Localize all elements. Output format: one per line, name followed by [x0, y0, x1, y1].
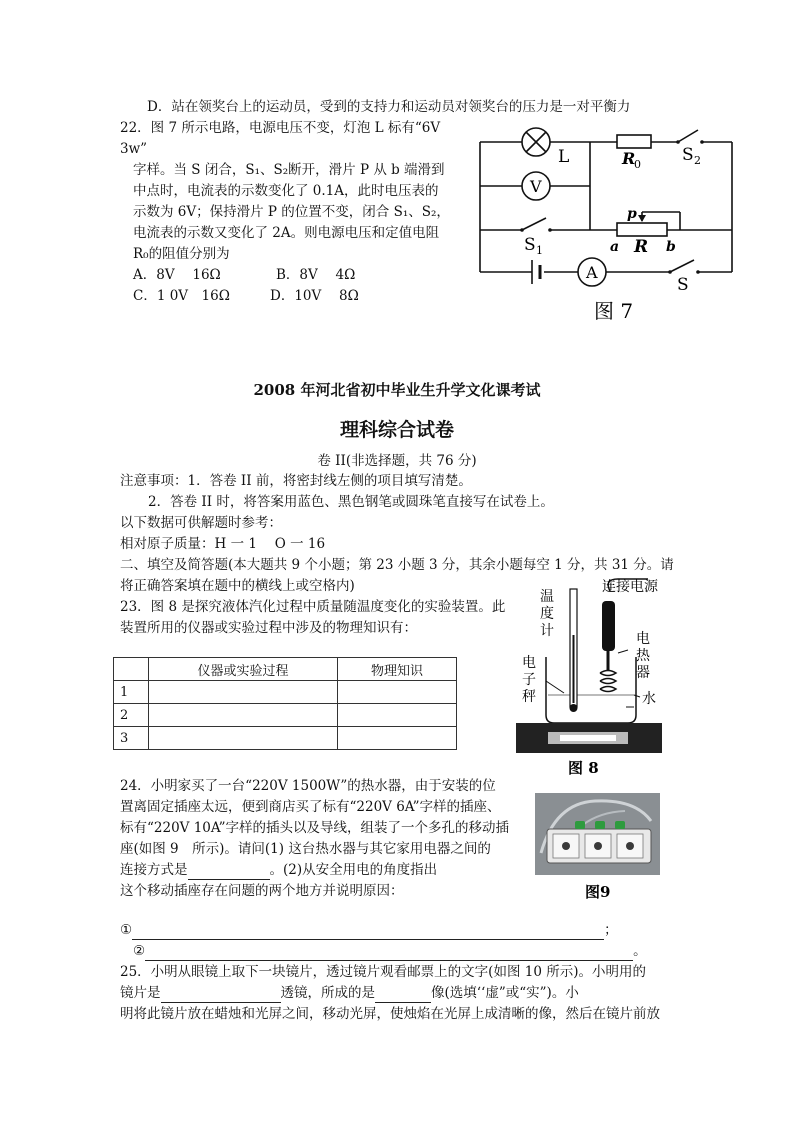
- fig8-scale-label-1: 电: [522, 655, 536, 671]
- q24-line-4: 座(如图 9 所示)。请问(1) 这台热水器与其它家用电器之间的: [120, 841, 491, 857]
- table-cell-instrument[interactable]: [149, 727, 338, 750]
- image-type-blank[interactable]: [375, 987, 431, 1003]
- fig7-label-s1: S: [524, 235, 536, 255]
- table-row: [114, 727, 457, 750]
- q25-line-2: [120, 983, 579, 1003]
- answer-2-marker: ②: [133, 943, 146, 959]
- table-cell-instrument[interactable]: [149, 681, 338, 704]
- figure-8-apparatus: [508, 575, 683, 780]
- table-row: [114, 681, 457, 704]
- fig8-heater-label-1: 电: [636, 631, 650, 647]
- q24-line-1: 24．小明家买了一台“220V 1500W”的热水器，由于安装的位: [120, 778, 496, 794]
- connection-method-blank[interactable]: [188, 864, 270, 880]
- fig7-label-p: p: [627, 206, 637, 222]
- lens-type-blank[interactable]: [161, 987, 281, 1003]
- table-row-index: 2: [114, 704, 149, 727]
- atomic-mass: 相对原子质量：H 一 1 O 一 16: [120, 536, 326, 552]
- fig8-thermometer-label-3: 计: [540, 623, 554, 639]
- note-2: 2．答卷 II 时，将答案用蓝色、黑色钢笔或圆珠笔直接写在试卷上。: [148, 494, 554, 510]
- fig7-label-s2-sub: 2: [694, 154, 701, 167]
- q24-answer-2: [133, 941, 647, 961]
- table-cell-instrument[interactable]: [149, 704, 338, 727]
- section-heading-1: 二、填空及简答题(本大题共 9 个小题；第 23 小题 3 分，其余小题每空 1 分，共 31 分。请: [120, 557, 674, 573]
- table-cell-knowledge[interactable]: [338, 681, 457, 704]
- note-1: 注意事项：1．答卷 II 前，将密封线左侧的项目填写清楚。: [120, 473, 472, 489]
- table-row-index: 1: [114, 681, 149, 704]
- fig8-thermometer-label-2: 度: [540, 606, 554, 622]
- fig7-label-s1-sub: 1: [536, 244, 543, 257]
- fig8-scale-label-2: 子: [522, 672, 536, 688]
- exam-title: 2008 年河北省初中毕业生升学文化课考试: [253, 381, 541, 399]
- q22-option-b: B．8V 4Ω: [276, 267, 356, 283]
- q24-line-6: 这个移动插座存在问题的两个地方并说明原因：: [120, 883, 404, 899]
- q24-line-5-start: 连接方式是: [120, 862, 188, 878]
- q21-option-d: D．站在领奖台上的运动员，受到的支持力和运动员对领奖台的压力是一对平衡力: [147, 99, 631, 115]
- table-header-index: [114, 658, 149, 681]
- q24-answer-1: [120, 920, 618, 940]
- fig7-label-r0-sub: 0: [634, 158, 641, 171]
- q25-line-2-middle: 透镜，所成的是: [280, 985, 375, 1001]
- table-cell-knowledge[interactable]: [338, 704, 457, 727]
- answer-1-marker: ①: [120, 922, 133, 938]
- answer-2-blank[interactable]: [145, 945, 633, 961]
- fig7-label-r0: R: [622, 149, 636, 168]
- reference-data: 以下数据可供解题时参考：: [120, 515, 282, 531]
- figure-9-power-strip: [535, 793, 660, 908]
- fig7-label-l: L: [558, 147, 570, 167]
- q23-line-2: 装置所用的仪器或实验过程中涉及的物理知识有：: [120, 620, 417, 636]
- q22-option-c: C．1 0V 16Ω: [133, 288, 230, 304]
- q22-line-6: 电流表的示数又变化了 2A。则电源电压和定值电阻: [133, 225, 440, 241]
- fig7-label-ammeter: A: [586, 263, 598, 282]
- fig8-scale-label-3: 秤: [522, 689, 536, 705]
- answer-2-end: 。: [633, 943, 647, 959]
- q22-line-1: 22．图 7 所示电路，电源电压不变，灯泡 L 标有“6V: [120, 120, 441, 136]
- fig8-caption: 图 8: [568, 759, 599, 777]
- q22-option-a: A．8V 16Ω: [133, 267, 221, 283]
- fig8-power-label: 连接电源: [602, 579, 658, 595]
- fig8-thermometer-label-1: 温: [540, 589, 554, 605]
- fig7-label-voltmeter: V: [530, 177, 542, 196]
- table-header-row: [114, 658, 457, 681]
- q24-line-5: [120, 860, 437, 880]
- fig8-heater-label-3: 器: [636, 665, 650, 681]
- q24-line-3: 标有“220V 10A”字样的插头以及导线，组装了一个多孔的移动插: [120, 820, 510, 836]
- q22-line-7: R₀的阻值分别为: [133, 246, 230, 262]
- fig7-label-r: R: [634, 237, 649, 257]
- fig7-label-b: b: [666, 239, 676, 255]
- fig7-label-s: S: [677, 275, 689, 295]
- answer-1-blank[interactable]: [132, 924, 604, 940]
- q25-line-2-start: 镜片是: [120, 985, 161, 1001]
- q22-line-4: 中点时，电流表的示数变化了 0.1A，此时电压表的: [133, 183, 439, 199]
- fig9-caption: 图9: [585, 883, 611, 901]
- q24-line-2: 置离固定插座太远，便到商店买了标有“220V 6A”字样的插座、: [120, 799, 501, 815]
- q22-line-3: 字样。当 S 闭合，S₁、S₂断开，滑片 P 从 b 端滑到: [133, 162, 445, 178]
- fig7-label-a: a: [610, 239, 620, 255]
- table-row-index: 3: [114, 727, 149, 750]
- fig8-water-label: 水: [642, 691, 656, 707]
- figure-7-circuit: [470, 118, 760, 328]
- section-heading-2: 将正确答案填在题中的横线上或空格内): [120, 578, 355, 594]
- q24-line-5-end: 。(2)从安全用电的角度指出: [269, 862, 438, 878]
- fig7-label-s2: S: [682, 145, 694, 165]
- exam-part: 卷 II(非选择题，共 76 分): [317, 453, 477, 469]
- table-cell-knowledge[interactable]: [338, 727, 457, 750]
- q25-line-2-end: 像(选填‘‘虚”或“实”)。小: [431, 985, 579, 1001]
- q25-line-3: 明将此镜片放在蜡烛和光屏之间，移动光屏，使烛焰在光屏上成清晰的像，然后在镜片前放: [120, 1006, 660, 1022]
- q22-option-d: D．10V 8Ω: [270, 288, 359, 304]
- fig8-heater-label-2: 热: [636, 648, 650, 664]
- table-header-knowledge: 物理知识: [338, 658, 457, 681]
- fig7-caption: 图 7: [594, 299, 634, 323]
- table-row: [114, 704, 457, 727]
- q25-line-1: 25．小明从眼镜上取下一块镜片，透过镜片观看邮票上的文字(如图 10 所示)。小明用的: [120, 964, 646, 980]
- table-header-instrument: 仪器或实验过程: [149, 658, 338, 681]
- q23-answer-table: [113, 657, 457, 750]
- q23-line-1: 23．图 8 是探究液体汽化过程中质量随温度变化的实验装置。此: [120, 599, 506, 615]
- exam-subtitle: 理科综合试卷: [339, 419, 454, 441]
- q22-line-5: 示数为 6V；保持滑片 P 的位置不变，闭合 S₁、S₂，: [133, 204, 450, 220]
- q22-line-2: 3w”: [120, 141, 148, 157]
- answer-1-end: ；: [604, 922, 618, 938]
